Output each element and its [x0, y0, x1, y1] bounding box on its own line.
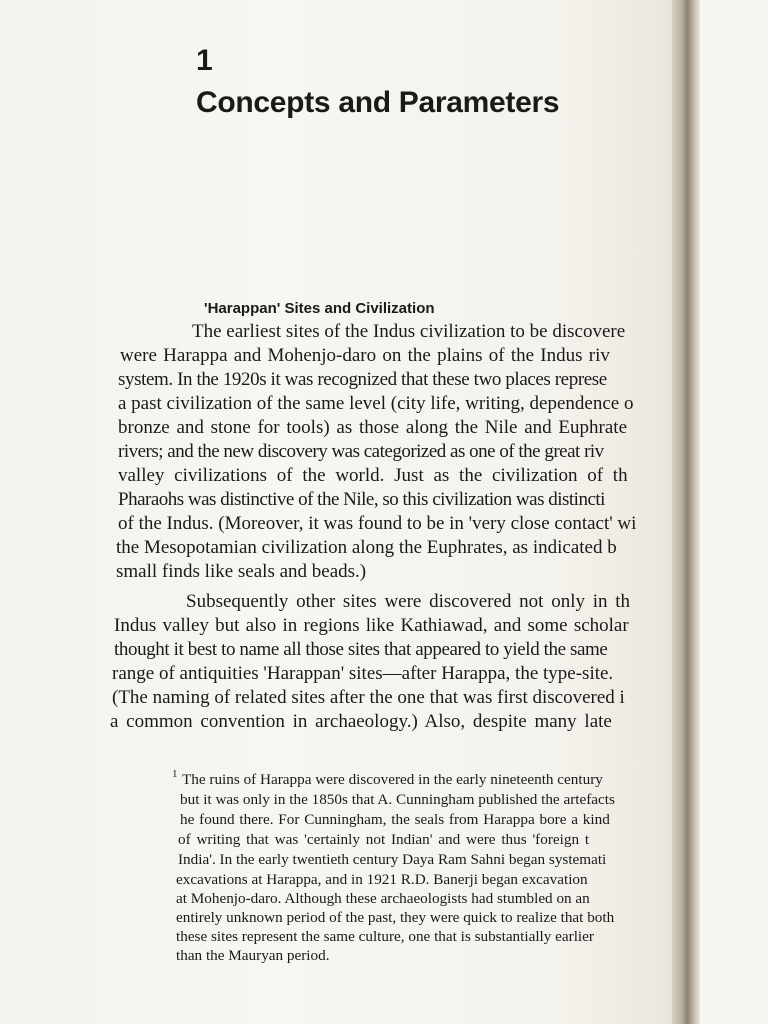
body-line: a past civilization of the same level (city life, writing, dependence o: [118, 393, 634, 414]
footnote-marker: 1: [172, 768, 178, 780]
body-line: Indus valley but also in regions like Kathiawad, and some scholar: [114, 615, 629, 636]
page-edge: [672, 0, 700, 1024]
body-line: Pharaohs was distinctive of the Nile, so this civilization was distincti: [118, 489, 605, 510]
footnote-line: excavations at Harappa, and in 1921 R.D. Banerji began excavation: [176, 871, 588, 888]
body-line: Subsequently other sites were discovered not only in th: [186, 591, 631, 612]
footnote-line: than the Mauryan period.: [176, 947, 330, 964]
body-line: rivers; and the new discovery was categorized as one of the great riv: [118, 441, 604, 462]
body-line: small finds like seals and beads.): [116, 561, 367, 582]
body-line: bronze and stone for tools) as those along the Nile and Euphrate: [118, 417, 627, 438]
footnote-line: he found there. For Cunningham, the seals from Harappa bore a kind: [180, 811, 610, 828]
body-line: were Harappa and Mohenjo-daro on the plains of the Indus riv: [120, 345, 610, 366]
chapter-title: Concepts and Parameters: [196, 86, 560, 119]
chapter-number: 1: [196, 44, 213, 77]
body-line: range of antiquities 'Harappan' sites—after Harappa, the type-site.: [112, 663, 614, 684]
footnote-line: these sites represent the same culture, one that is substantially earlier: [176, 928, 594, 945]
footnote-line: but it was only in the 1850s that A. Cunningham published the artefacts: [180, 791, 615, 808]
body-line: thought it best to name all those sites that appeared to yield the same: [114, 639, 608, 660]
body-line: system. In the 1920s it was recognized that these two places represe: [118, 369, 607, 390]
body-line: The earliest sites of the Indus civilization to be discovere: [192, 321, 626, 342]
body-line: valley civilizations of the world. Just as the civilization of th: [118, 465, 628, 486]
body-line: of the Indus. (Moreover, it was found to be in 'very close contact' wi: [118, 513, 637, 534]
body-line: (The naming of related sites after the one that was first discovered i: [112, 687, 625, 708]
footnote-line: at Mohenjo-daro. Although these archaeologists had stumbled on an: [176, 890, 590, 907]
footnote-line: India'. In the early twentieth century Daya Ram Sahni began systemati: [178, 851, 607, 868]
body-line: a common convention in archaeology.) Also, despite many late: [110, 711, 612, 732]
footnote-line: entirely unknown period of the past, they were quick to realize that both: [176, 909, 615, 926]
footnote-line: The ruins of Harappa were discovered in the early nineteenth century: [182, 771, 603, 788]
background: [700, 0, 768, 1024]
section-heading: 'Harappan' Sites and Civilization: [204, 300, 435, 317]
footnote-line: of writing that was 'certainly not Indian' and were thus 'foreign t: [178, 831, 590, 848]
body-line: the Mesopotamian civilization along the Euphrates, as indicated b: [116, 537, 617, 558]
